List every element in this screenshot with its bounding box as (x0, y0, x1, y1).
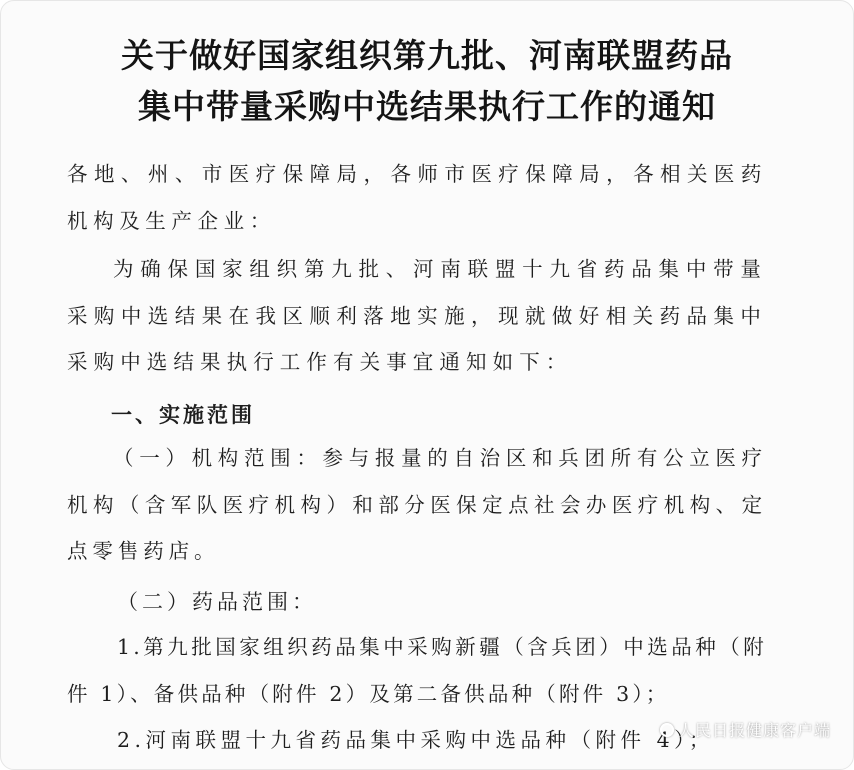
drug-item-1: 1.第九批国家组织药品集中采购新疆（含兵团）中选品种（附件 1）、备供品种（附件 2）及第二备供品种（附件 3）； (67, 635, 767, 706)
title-line-2: 集中带量采购中选结果执行工作的通知 (138, 87, 716, 126)
salutation-paragraph: 各地、州、市医疗保障局，各师市医疗保障局，各相关医药机构及生产企业： (67, 162, 767, 233)
watermark-text: 人民日报健康客户端 (677, 721, 831, 740)
section-heading-scope: 一、实施范围 (111, 403, 255, 427)
institution-scope-paragraph: （一）机构范围：参与报量的自治区和兵团所有公立医疗机构（含军队医疗机构）和部分医保定点社会办医疗机构、定点零售药店。 (67, 446, 767, 563)
watermark (660, 718, 831, 741)
drug-scope-heading: （二）药品范围： (117, 590, 317, 614)
logo-icon (660, 723, 674, 737)
title-line-1: 关于做好国家组织第九批、河南联盟药品 (121, 36, 733, 75)
intro-paragraph: 为确保国家组织第九批、河南联盟十九省药品集中带量采购中选结果在我区顺利落地实施，现就做好相关药品集中采购中选结果执行工作有关事宜通知如下： (67, 257, 767, 374)
drug-item-2: 2.河南联盟十九省药品集中采购中选品种（附件 4）； (117, 728, 714, 752)
